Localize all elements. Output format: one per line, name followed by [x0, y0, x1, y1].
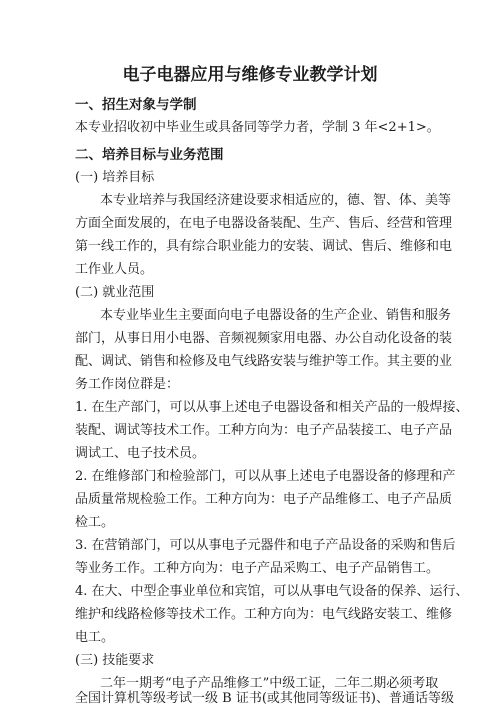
- employment-list-item-2: 2. 在维修部门和检验部门，可以从事上述电子电器设备的修理和产: [75, 469, 456, 484]
- skills-paragraph-line: 全国计算机等级考试一级 B 证书(或其他同等级证书)、普通话等级: [75, 691, 454, 706]
- employment-list-item-1-cont: 装配、调试等技术工作。工种方向为：电子产品装接工、电子产品: [75, 423, 453, 438]
- employment-list-item-1-cont: 调试工、电子技术员。: [75, 446, 206, 461]
- subsection-skills-heading: (三) 技能要求: [75, 653, 155, 668]
- objectives-paragraph-line: 工作业人员。: [75, 262, 154, 277]
- section-1-text: 本专业招收初中毕业生或具备同等学力者，学制 3 年<2+1>。: [75, 120, 440, 135]
- employment-paragraph-line: 本专业毕业生主要面向电子电器设备的生产企业、销售和服务: [100, 308, 452, 323]
- section-2-heading: 二、培养目标与业务范围: [75, 147, 224, 163]
- document-title: 电子电器应用与维修专业教学计划: [122, 65, 378, 85]
- employment-list-item-4-cont: 维护和线路检修等技术工作。工种方向为：电气线路安装工、维修: [75, 607, 453, 622]
- section-1-heading: 一、招生对象与学制: [75, 97, 197, 113]
- employment-list-item-3-cont: 等业务工作。工种方向为：电子产品采购工、电子产品销售工。: [75, 561, 440, 576]
- employment-list-item-2-cont: 检工。: [75, 515, 115, 530]
- subsection-employment-heading: (二) 就业范围: [75, 285, 155, 300]
- employment-list-item-4: 4. 在大、中型企事业单位和宾馆，可以从事电气设备的保养、运行、: [75, 584, 469, 599]
- employment-paragraph-line: 务工作岗位群是：: [75, 377, 180, 392]
- objectives-paragraph-line: 方面全面发展的，在电子电器设备装配、生产、售后、经营和管理: [75, 216, 453, 231]
- employment-paragraph-line: 配、调试、销售和检修及电气线路安装与维护等工作。其主要的业: [75, 354, 453, 369]
- objectives-paragraph-line: 本专业培养与我国经济建设要求相适应的，德、智、体、美等: [100, 193, 452, 208]
- employment-paragraph-line: 部门，从事日用小电器、音频视频家用电器、办公自动化设备的装: [75, 331, 453, 346]
- employment-list-item-2-cont: 品质量常规检验工作。工种方向为：电子产品维修工、电子产品质: [75, 492, 453, 507]
- employment-list-item-3: 3. 在营销部门，可以从事电子元器件和电子产品设备的采购和售后: [75, 538, 456, 553]
- objectives-paragraph-line: 第一线工作的，具有综合职业能力的安装、调试、售后、维修和电: [75, 239, 453, 254]
- employment-list-item-1: 1. 在生产部门，可以从事上述电子电器设备和相关产品的一般焊接、: [75, 400, 469, 415]
- subsection-objectives-heading: (一) 培养目标: [75, 170, 155, 185]
- skills-paragraph-line: 二年一期考“电子产品维修工”中级工证，二年二期必须考取: [100, 676, 439, 691]
- employment-list-item-4-cont: 电工。: [75, 630, 115, 645]
